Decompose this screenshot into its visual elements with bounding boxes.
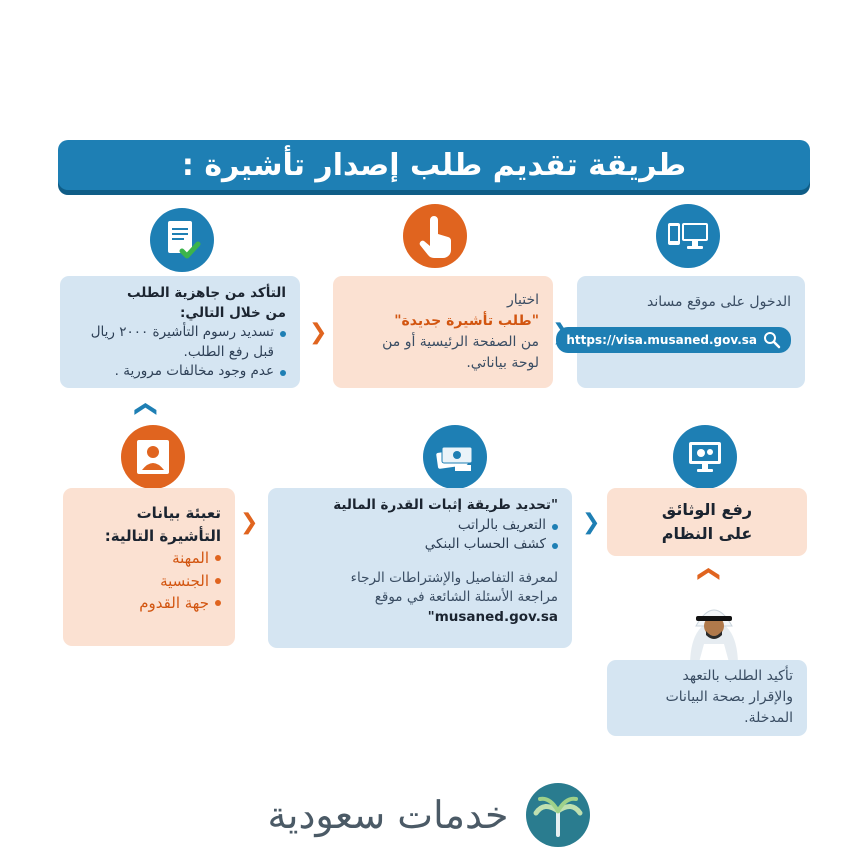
chevron-left-icon: ❮: [309, 320, 328, 345]
step-card-new-visa: [333, 276, 553, 388]
person-icon: [121, 425, 185, 489]
step-text: اختيار: [506, 292, 539, 308]
document-check-icon: [150, 208, 214, 272]
step-card-confirm: [607, 660, 807, 736]
search-icon: [763, 331, 781, 349]
step-text: تأكيد الطلب بالتعهد: [682, 668, 793, 684]
step-text: لوحة بياناتي.: [466, 355, 539, 371]
chevron-left-icon: ❮: [240, 510, 259, 535]
note-text: لمعرفة التفاصيل والإشتراطات الرجاء: [350, 569, 558, 586]
step-heading: تعبئة بيانات: [136, 504, 221, 522]
list-item: التعريف بالراتب: [282, 516, 558, 536]
step-heading: من خلال التالي:: [179, 304, 286, 321]
step-card-visa-data: [63, 488, 235, 646]
step-card-upload-docs: [607, 488, 807, 556]
page-title: طريقة تقديم طلب إصدار تأشيرة :: [58, 140, 810, 190]
saudi-man-icon: [676, 596, 752, 666]
chevron-down-icon: ❮: [132, 399, 158, 419]
musaned-url-link[interactable]: [556, 327, 791, 353]
step-card-readiness: [60, 276, 300, 388]
chevron-left-icon: ❮: [582, 510, 601, 535]
brand-name: خدمات سعودية: [267, 793, 509, 837]
step-text: المدخلة.: [744, 710, 793, 726]
palm-logo-icon: [524, 781, 592, 849]
note-text: مراجعة الأسئلة الشائعة في موقع: [374, 589, 558, 606]
computer-gears-icon: [673, 425, 737, 489]
list-item: جهة القدوم: [77, 592, 221, 615]
step-card-login: [566, 276, 805, 388]
chevron-left-icon: ❮: [552, 320, 571, 345]
step-card-financial-proof: [268, 488, 572, 648]
step-heading: التأكد من جاهزية الطلب: [127, 285, 286, 301]
hand-pointer-icon: [403, 204, 467, 268]
step-heading: "تحديد طريقة إثبات القدرة المالية: [333, 497, 558, 513]
step-text: الدخول على موقع مساند: [647, 294, 791, 310]
url-text: https://visa.musaned.gov.sa: [566, 333, 757, 347]
list-item: الجنسية: [77, 570, 221, 593]
money-icon: [423, 425, 487, 489]
new-visa-label: "طلب تأشيرة جديدة": [394, 313, 539, 329]
step-heading: رفع الوثائق: [661, 500, 753, 519]
list-item: عدم وجود مخالفات مرورية .: [74, 362, 286, 382]
step-text: من الصفحة الرئيسية أو من: [382, 334, 539, 350]
devices-icon: [656, 204, 720, 268]
list-item: المهنة: [77, 547, 221, 570]
brand-logo: [260, 780, 600, 850]
musaned-domain: musaned.gov.sa": [427, 608, 558, 625]
list-item: تسديد رسوم التأشيرة ٢٠٠٠ ريال قبل رفع الطلب.: [74, 323, 286, 362]
step-text: والإقرار بصحة البيانات: [665, 689, 793, 705]
step-heading: التأشيرة التالية:: [104, 526, 221, 545]
step-heading: على النظام: [661, 524, 753, 543]
chevron-down-icon: ❮: [695, 564, 721, 584]
list-item: كشف الحساب البنكي: [282, 535, 558, 555]
